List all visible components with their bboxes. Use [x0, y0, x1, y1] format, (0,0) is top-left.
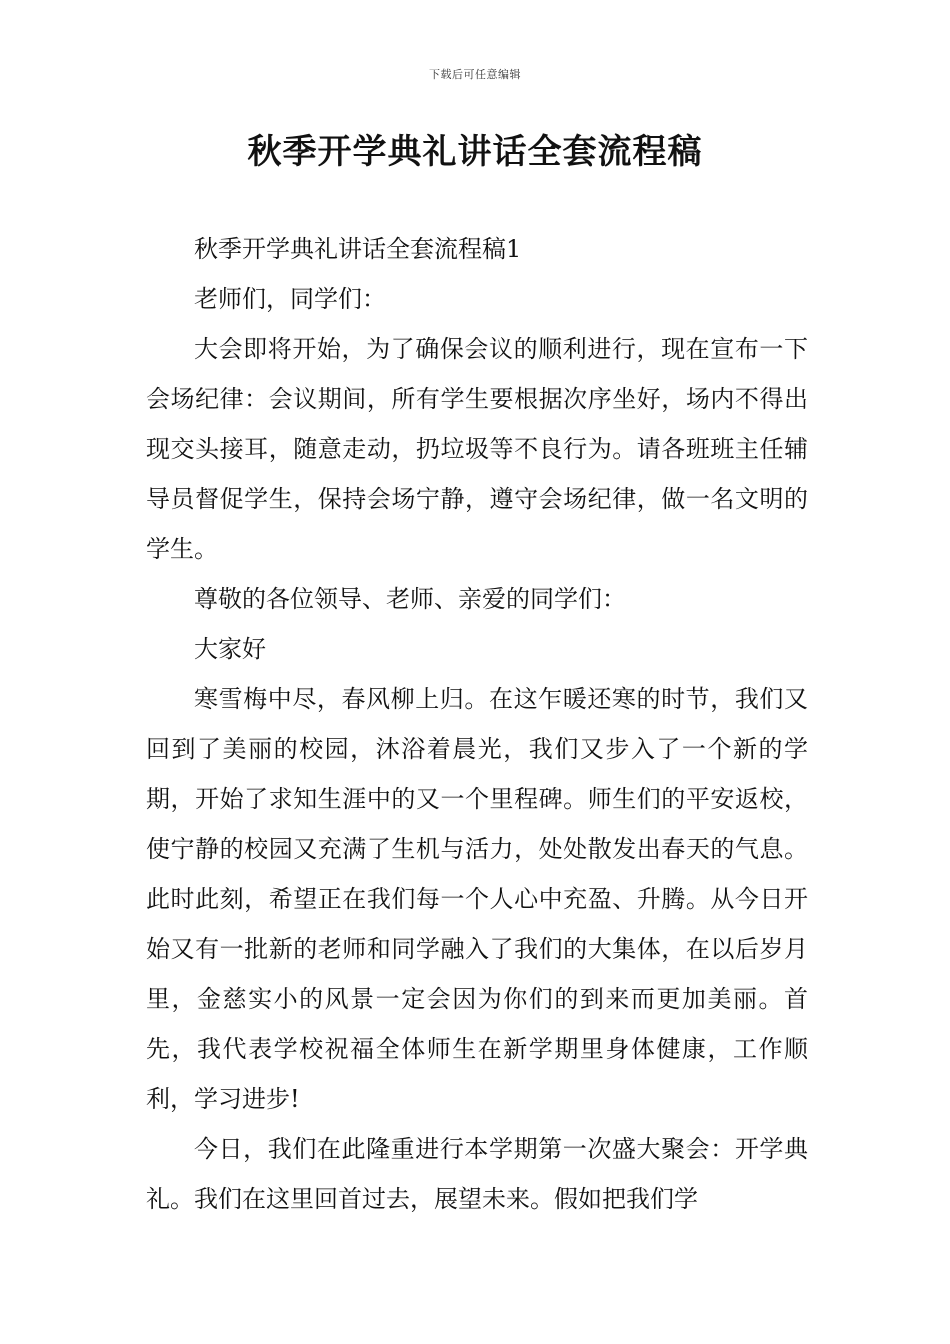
- paragraph-subtitle: 秋季开学典礼讲话全套流程稿1: [194, 235, 522, 263]
- document-body: [146, 224, 808, 1224]
- document-title: 秋季开学典礼讲话全套流程稿: [247, 132, 703, 172]
- paragraph-welcome: 寒雪梅中尽，春风柳上归。在这乍暖还寒的时节，我们又回到了美丽的校园，沐浴着晨光，我们又步入了一个新的学期，开始了求知生涯中的又一个里程碑。师生们的平安返校，使宁静的校园又充满了生机与活力，处处散发出春天的气息。此时此刻，希望正在我们每一个人心中充盈、升腾。从今日开始又有一批新的老师和同学融入了我们的大集体，在以后岁月里，金慈实小的风景一定会因为你们的到来而更加美丽。首先，我代表学校祝福全体师生在新学期里身体健康，工作顺利，学习进步!: [146, 685, 808, 1113]
- paragraph-ceremony: 今日，我们在此隆重进行本学期第一次盛大聚会：开学典礼。我们在这里回首过去，展望未来。假如把我们学: [146, 1135, 808, 1213]
- paragraph-discipline: 大会即将开始，为了确保会议的顺利进行，现在宣布一下会场纪律：会议期间，所有学生要根据次序坐好，场内不得出现交头接耳，随意走动，扔垃圾等不良行为。请各班班主任辅导员督促学生，保持会场宁静，遵守会场纪律，做一名文明的学生。: [146, 335, 808, 563]
- paragraph-hello: 大家好: [194, 635, 266, 663]
- paragraph-greeting: 老师们，同学们：: [194, 285, 386, 313]
- header-note: 下载后可任意编辑: [429, 68, 521, 81]
- paragraph-salutation: 尊敬的各位领导、老师、亲爱的同学们：: [194, 585, 626, 613]
